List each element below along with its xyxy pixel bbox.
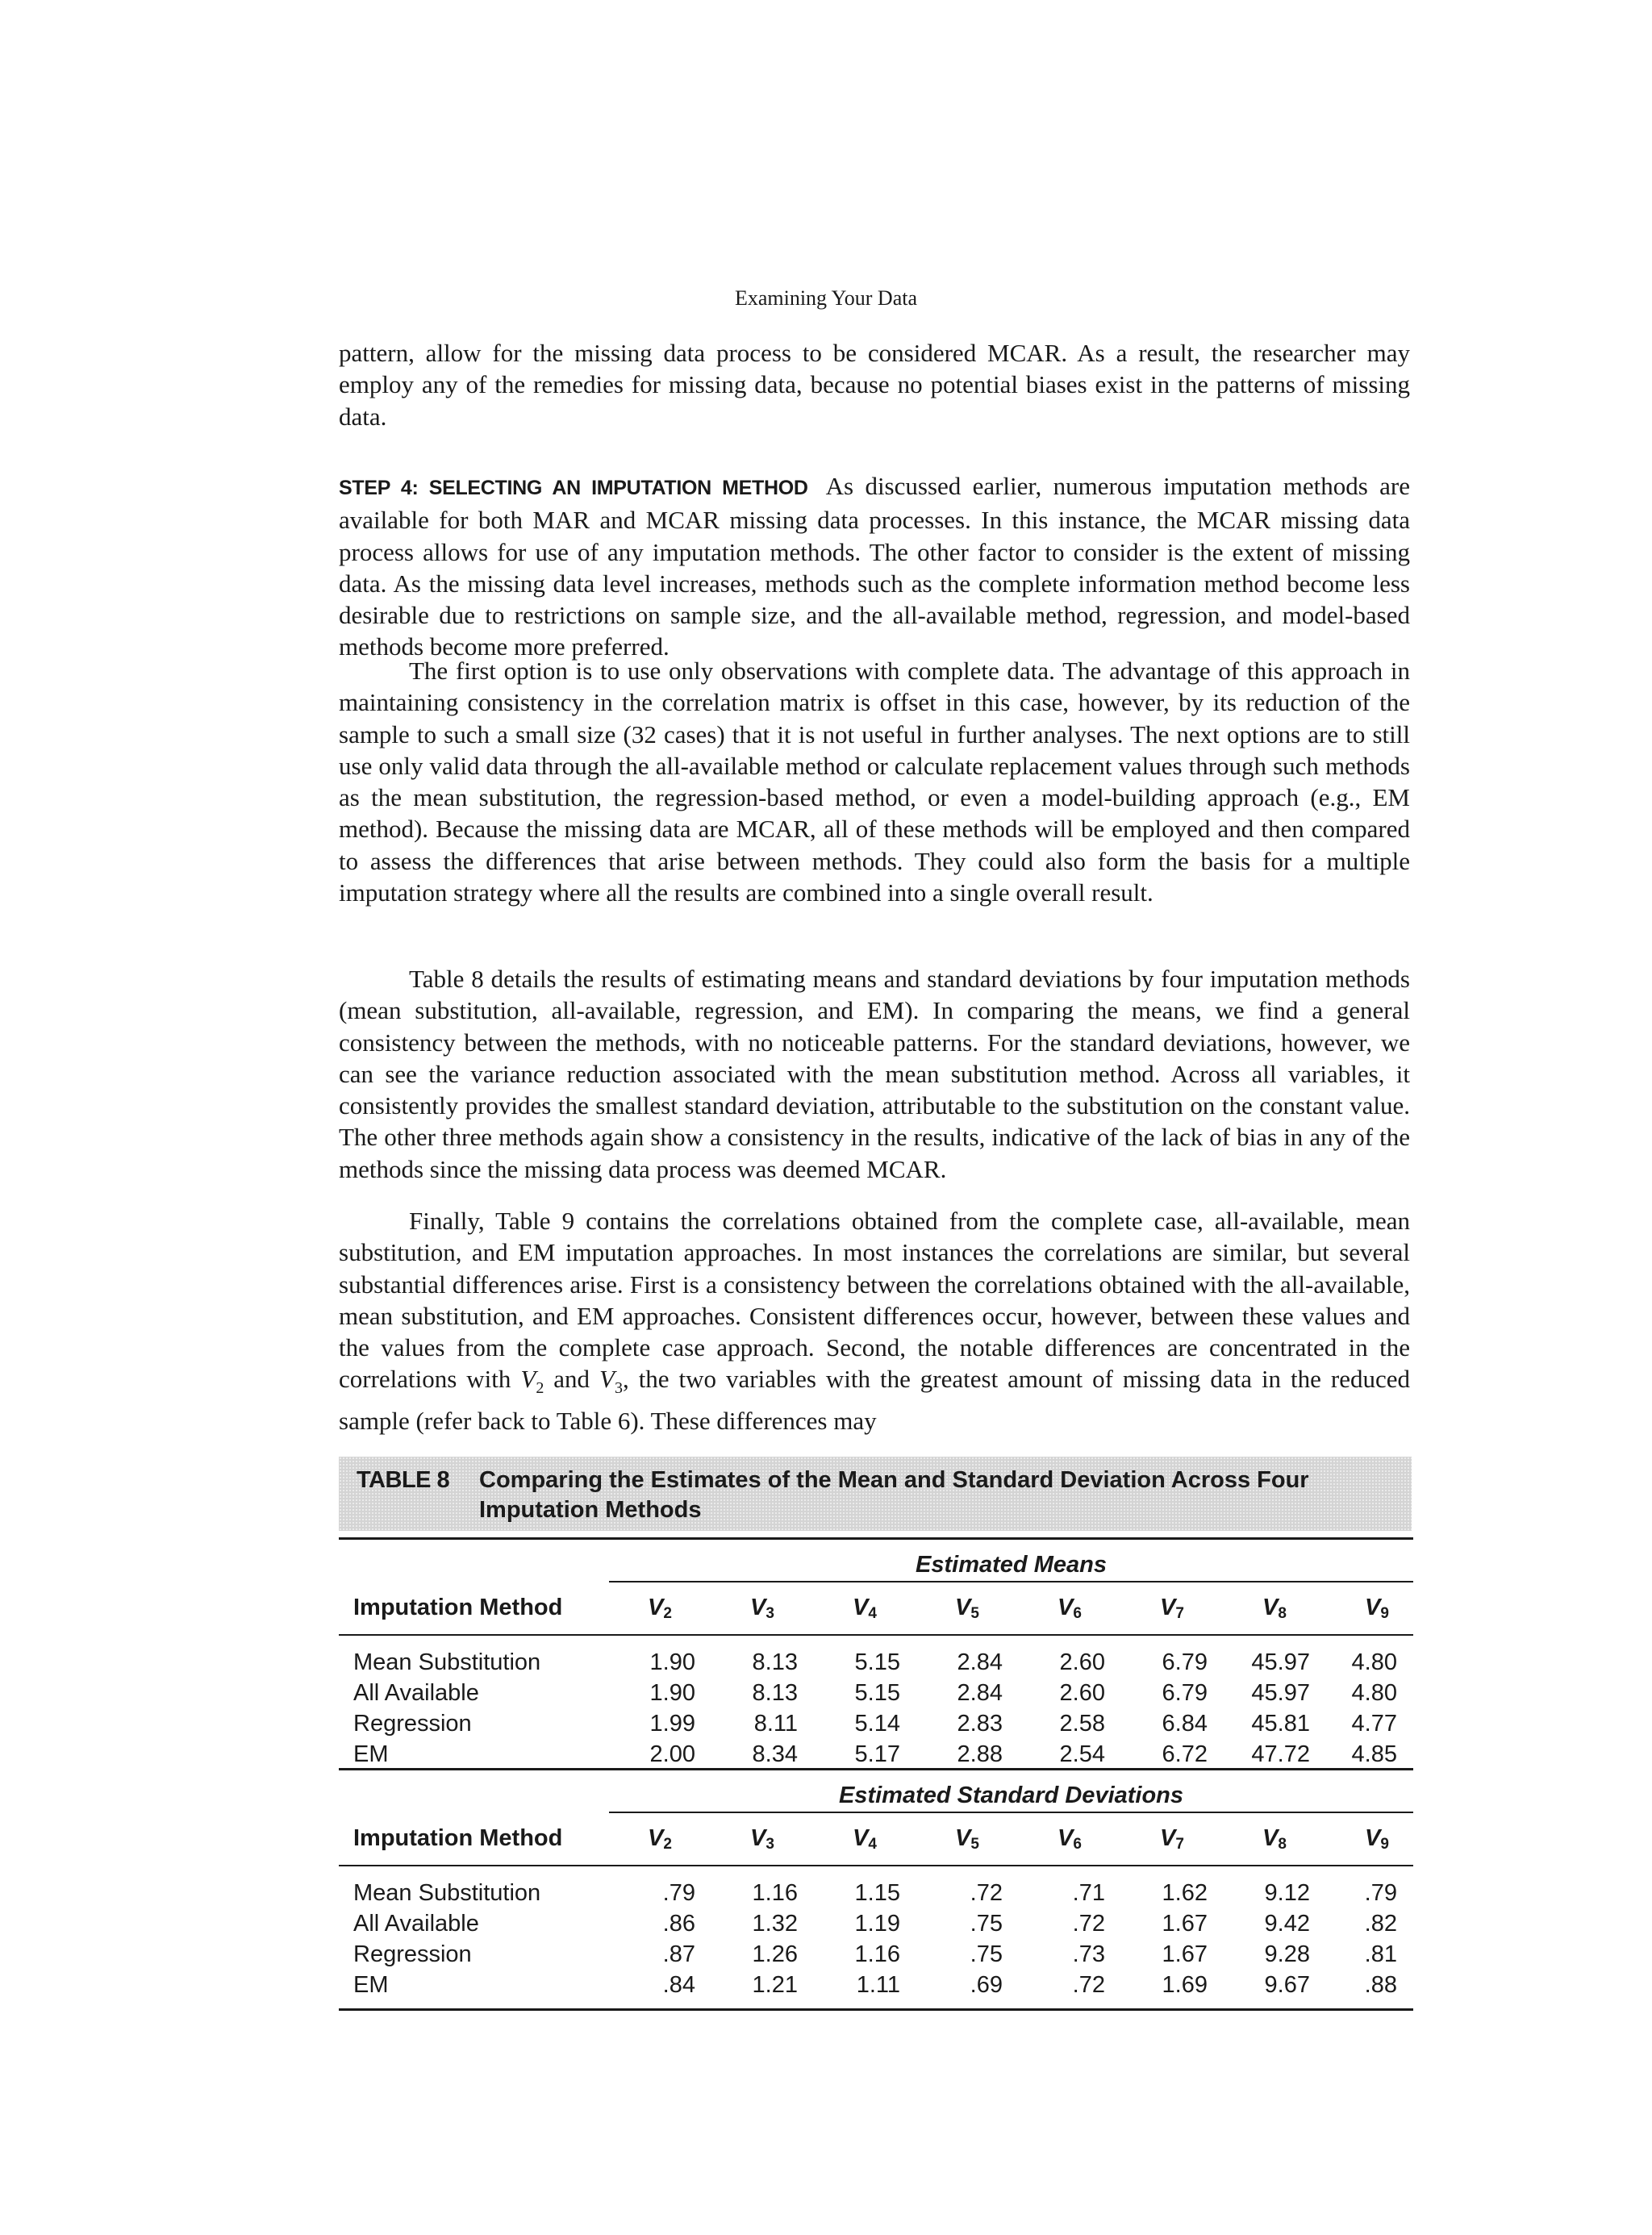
table-cell: .86 xyxy=(662,1910,695,1937)
table-cell: 45.97 xyxy=(1251,1649,1310,1675)
table-cell: .72 xyxy=(1019,1970,1121,2010)
table-cell: 5.14 xyxy=(854,1710,900,1737)
table-cell: 9.12 xyxy=(1264,1879,1310,1906)
table-label: TABLE 8 xyxy=(357,1467,450,1493)
table-cell: .87 xyxy=(662,1941,695,1967)
table-cell: 4.85 xyxy=(1351,1741,1397,1767)
table-cell: 5.17 xyxy=(854,1741,900,1767)
table-caption-bar xyxy=(339,1457,1412,1531)
column-header-v6: $V_6$ xyxy=(1019,1812,1121,1866)
column-header-v7: $V_7$ xyxy=(1121,1582,1224,1635)
table-cell: 4.77 xyxy=(1351,1710,1397,1737)
running-head: Examining Your Data xyxy=(734,286,918,310)
table-cell: 5.15 xyxy=(854,1679,900,1706)
table-cell: 2.00 xyxy=(649,1741,695,1767)
column-header-v8: $V_8$ xyxy=(1224,1812,1326,1866)
method-label: EM xyxy=(339,1970,609,2010)
table-row xyxy=(339,1635,1413,1678)
method-label: Mean Substitution xyxy=(353,1879,541,1906)
table-cell: 1.16 xyxy=(752,1879,798,1906)
paragraph-step-4 xyxy=(339,470,1410,663)
table-cell: .75 xyxy=(970,1941,1003,1967)
table-cell: .88 xyxy=(1326,1970,1413,2010)
variable-v3: $V_3$ xyxy=(599,1365,623,1398)
column-header-v4: $V_4$ xyxy=(814,1812,916,1866)
table-cell: 6.79 xyxy=(1162,1679,1208,1706)
method-label: Regression xyxy=(353,1710,472,1737)
paragraph-step-4-text: As discussed earlier, numerous imputation methods are available for both MAR and MCAR missing data processes. In this instance, the MCAR missing data process allows for use of any imputation methods. The other factor to consider is the extent of missing data. As the missing data level increases, methods such as the complete information method become less desirable due to restrictions on sample size, and the all-available method, regression, and model-based methods become more preferred. xyxy=(339,472,1411,661)
table-cell: 2.84 xyxy=(957,1649,1003,1675)
section-heading-step-4: STEP 4: SELECTING AN IMPUTATION METHOD xyxy=(339,477,808,499)
means-group-heading: Estimated Means xyxy=(609,1539,1413,1582)
table-cell: 47.72 xyxy=(1251,1741,1310,1767)
table-cell: 2.54 xyxy=(1059,1741,1105,1767)
table-cell: 9.28 xyxy=(1264,1941,1310,1967)
table-cell: .71 xyxy=(1072,1879,1105,1906)
table-row xyxy=(339,1866,1413,1908)
table-cell: .72 xyxy=(1072,1910,1105,1937)
table-cell: .79 xyxy=(662,1879,695,1906)
table-row xyxy=(339,1678,1413,1708)
column-header-v5: $V_5$ xyxy=(916,1582,1019,1635)
paragraph-text: Finally, Table 9 contains the correlations obtained from the complete case, all-available, mean substitution, and EM imputation approaches. In most instances the correlations are similar, but several substantial differences arise. First is a consistency between the correlations obtained with the all-available, mean substitution, and EM approaches. Consistent differences occur, however, between these values and the values from the complete case approach. Second, the notable differences are concentrated in the correlations with xyxy=(339,1207,1410,1394)
table-cell: 6.72 xyxy=(1162,1741,1208,1767)
column-header-v2: $V_2$ xyxy=(609,1582,711,1635)
table-cell: 4.80 xyxy=(1351,1679,1397,1706)
paragraph-continued: pattern, allow for the missing data process to be considered MCAR. As a result, the researcher may employ any of the remedies for missing data, because no potential biases exist in the patterns of missing data. xyxy=(339,339,1410,431)
table-cell: 2.84 xyxy=(957,1679,1003,1706)
column-header-v3: $V_3$ xyxy=(711,1812,814,1866)
method-label: Mean Substitution xyxy=(353,1649,541,1675)
std-dev-table xyxy=(339,1768,1413,2011)
table-cell: 1.67 xyxy=(1162,1910,1208,1937)
method-label: All Available xyxy=(353,1679,479,1706)
table-cell: 2.60 xyxy=(1059,1649,1105,1675)
paragraph-table-8-discussion: Table 8 details the results of estimating means and standard deviations by four imputation methods (mean substitution, all-available, regression, and EM). In comparing the means, we find a general consistency between the methods, with no noticeable patterns. For the standard deviations, however, we can see the variance reduction associated with the mean substitution method. Across all variables, it consistently provides the smallest standard deviation, attributable to the substitution on the constant value. The other three methods again show a consistency in the results, indicative of the lack of bias in any of the methods since the missing data process was deemed MCAR. xyxy=(339,965,1410,1183)
table-cell: .73 xyxy=(1072,1941,1105,1967)
table-cell: 45.97 xyxy=(1251,1679,1310,1706)
paragraph-text: , the two variables with the greatest amount of missing data in the reduced sample (refer back to Table 6). These differences may xyxy=(339,1365,1410,1435)
column-header-v3: $V_3$ xyxy=(711,1582,814,1635)
table-cell: 1.62 xyxy=(1162,1879,1208,1906)
table-cell: 6.79 xyxy=(1162,1649,1208,1675)
column-header-v7: $V_7$ xyxy=(1121,1812,1224,1866)
method-label: EM xyxy=(353,1741,389,1767)
table-cell: 2.88 xyxy=(957,1741,1003,1767)
means-table xyxy=(339,1537,1413,1778)
table-cell: 2.83 xyxy=(957,1710,1003,1737)
table-cell: 9.42 xyxy=(1264,1910,1310,1937)
paragraph-table-9-discussion xyxy=(339,1205,1410,1436)
table-cell: 1.26 xyxy=(752,1941,798,1967)
table-cell: 4.80 xyxy=(1351,1649,1397,1675)
table-cell: 1.21 xyxy=(711,1970,814,2010)
column-header-v4: $V_4$ xyxy=(814,1582,916,1635)
table-cell: 1.32 xyxy=(752,1910,798,1937)
row-header-label: Imputation Method xyxy=(339,1582,609,1635)
table-cell: .79 xyxy=(1364,1879,1397,1906)
table-cell: 2.60 xyxy=(1059,1679,1105,1706)
table-cell: 2.58 xyxy=(1059,1710,1105,1737)
column-header-v8: $V_8$ xyxy=(1224,1582,1326,1635)
column-header-v5: $V_5$ xyxy=(916,1812,1019,1866)
table-row xyxy=(339,1908,1413,1939)
method-label: All Available xyxy=(353,1910,479,1937)
table-cell: 8.13 xyxy=(752,1649,798,1675)
table-cell: 1.90 xyxy=(649,1649,695,1675)
paragraph-text: and xyxy=(544,1365,600,1394)
table-cell: 45.81 xyxy=(1251,1710,1310,1737)
table-cell: 1.19 xyxy=(854,1910,900,1937)
table-cell: 1.67 xyxy=(1162,1941,1208,1967)
column-header-v6: $V_6$ xyxy=(1019,1582,1121,1635)
table-row xyxy=(339,1970,1413,2010)
method-label: Regression xyxy=(353,1941,472,1967)
paragraph-first-option: The first option is to use only observations with complete data. The advantage of this approach in maintaining consistency in the correlation matrix is offset in this case, however, by its reduction of the sample to such a small size (32 cases) that it is not useful in further analyses. The next options are to still use only valid data through the all-available method or calculate replacement values through such methods as the mean substitution, the regression-based method, or even a model-building approach (e.g., EM method). Because the missing data are MCAR, all of these methods will be employed and then compared to assess the differences that arise between methods. They could also form the basis for a multiple imputation strategy where all the results are combined into a single overall result. xyxy=(339,657,1410,907)
table-cell: .72 xyxy=(970,1879,1003,1906)
table-cell: 9.67 xyxy=(1224,1970,1326,2010)
table-cell: .81 xyxy=(1364,1941,1397,1967)
table-cell: 1.15 xyxy=(854,1879,900,1906)
table-cell: 1.69 xyxy=(1121,1970,1224,2010)
table-row xyxy=(339,1939,1413,1970)
table-row xyxy=(339,1708,1413,1739)
table-cell: 1.16 xyxy=(854,1941,900,1967)
column-header-v2: $V_2$ xyxy=(609,1812,711,1866)
std-dev-group-heading: Estimated Standard Deviations xyxy=(609,1770,1413,1813)
table-cell: 8.34 xyxy=(752,1741,798,1767)
table-cell: 1.11 xyxy=(814,1970,916,2010)
table-cell: .84 xyxy=(609,1970,711,2010)
table-cell: 6.84 xyxy=(1162,1710,1208,1737)
table-cell: 8.11 xyxy=(753,1710,798,1737)
table-cell: .69 xyxy=(916,1970,1019,2010)
variable-v2: $V_2$ xyxy=(520,1365,544,1398)
table-cell: 1.99 xyxy=(649,1710,695,1737)
table-cell: 1.90 xyxy=(649,1679,695,1706)
table-cell: .82 xyxy=(1364,1910,1397,1937)
row-header-label: Imputation Method xyxy=(339,1812,609,1866)
table-cell: 8.13 xyxy=(752,1679,798,1706)
column-header-v9: $V_9$ xyxy=(1326,1582,1413,1635)
table-cell: .75 xyxy=(970,1910,1003,1937)
table-caption: Comparing the Estimates of the Mean and Standard Deviation Across Four Imputation Methods xyxy=(479,1467,1309,1523)
table-cell: 5.15 xyxy=(854,1649,900,1675)
column-header-v9: $V_9$ xyxy=(1326,1812,1413,1866)
